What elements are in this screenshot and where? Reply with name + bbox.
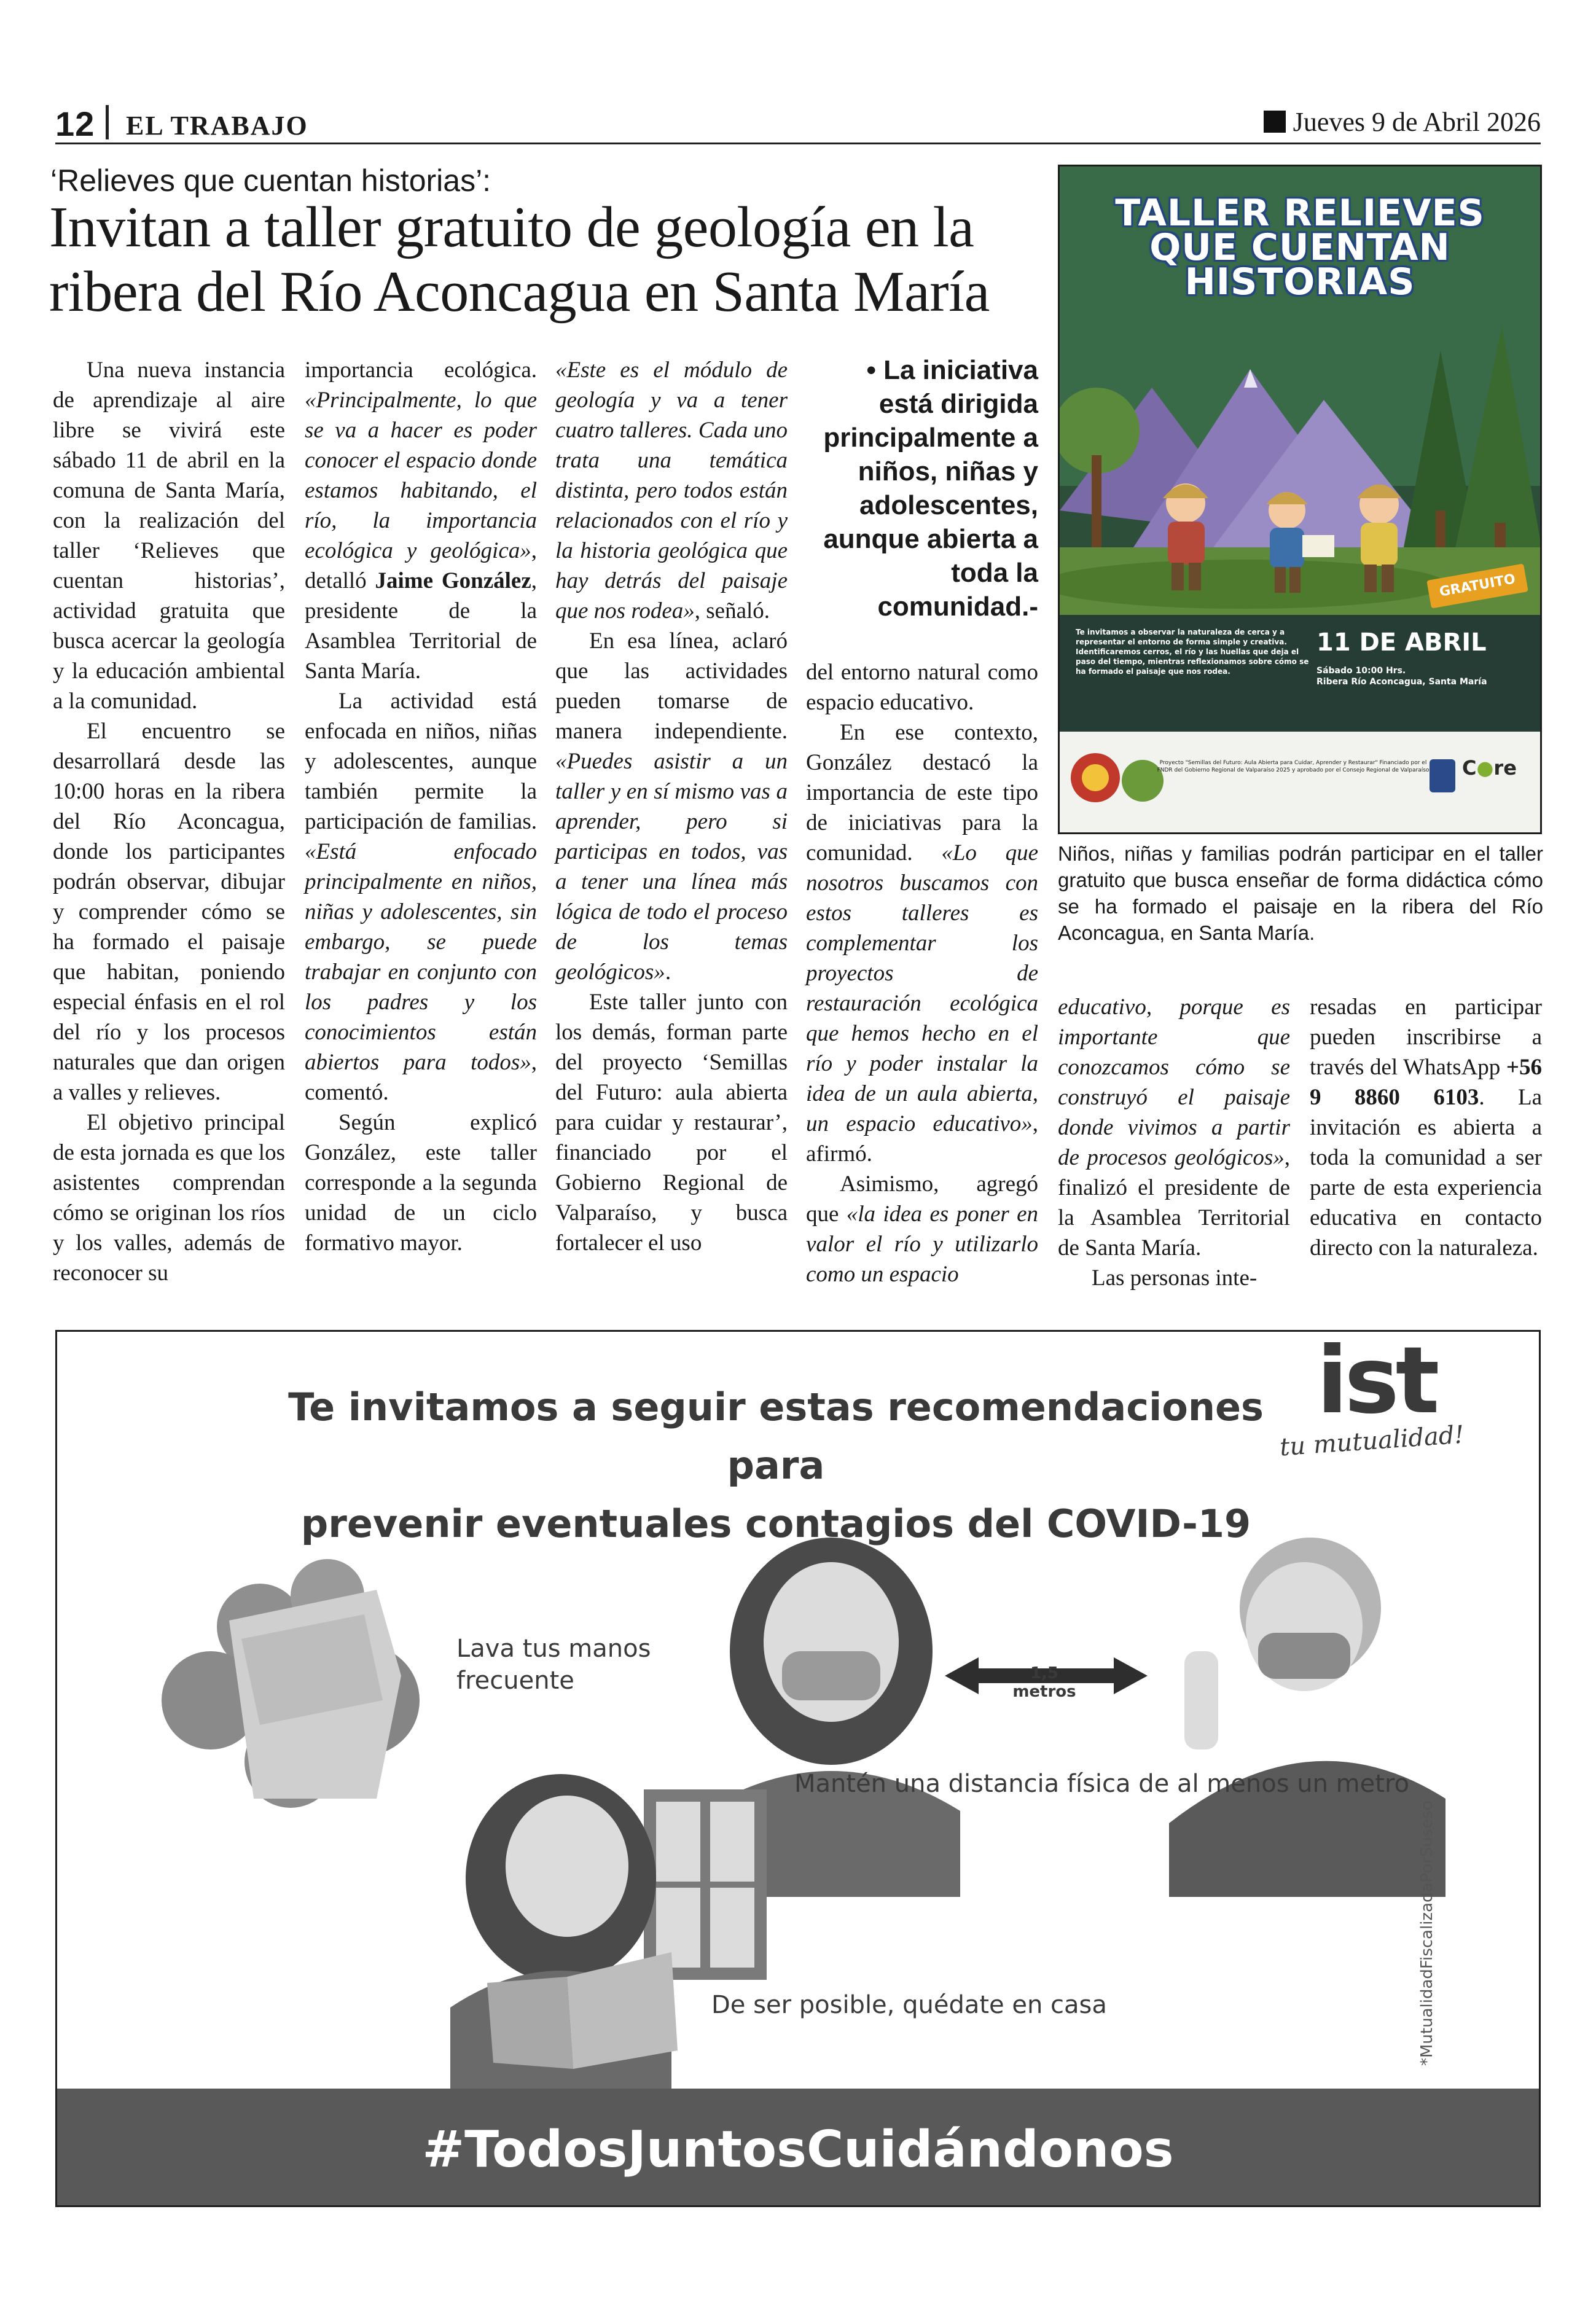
tip-keep-distance: Mantén una distancia física de al menos un metro bbox=[794, 1770, 1409, 1798]
regulator-note: *MutualidadFiscalizadaPorSuseso bbox=[1418, 1800, 1436, 2066]
covid-advertisement bbox=[55, 1330, 1541, 2207]
paragraph: del entorno natural como espacio educativo. bbox=[806, 660, 1038, 715]
text-run: , detalló bbox=[305, 538, 537, 593]
text-run: resadas en participar pueden inscribirse a través del WhatsApp bbox=[1310, 995, 1542, 1080]
text-run: En esa línea, aclaró que las actividades pueden tomarse de manera independiente. bbox=[555, 628, 788, 744]
hand-washing-icon bbox=[162, 1559, 420, 1808]
text-run: La actividad está enfocada en niños, niñas y adolescentes, aunque también permite la participación de familias. bbox=[305, 689, 537, 834]
hashtag-bar bbox=[57, 2089, 1539, 2205]
text-run: . bbox=[665, 960, 671, 985]
paragraph bbox=[555, 355, 788, 626]
tip-stay-home: De ser posible, quédate en casa bbox=[711, 1991, 1107, 2019]
issue-date-text: Jueves 9 de Abril 2026 bbox=[1293, 107, 1541, 137]
page-number: 12 bbox=[55, 104, 95, 143]
paragraph bbox=[1058, 992, 1290, 1263]
ad-title-line: prevenir eventuales contagios del COVID-19 bbox=[300, 1501, 1251, 1546]
article-column-6 bbox=[1310, 992, 1542, 1263]
poster-date: 11 DE ABRIL bbox=[1316, 628, 1487, 657]
poster-time-place bbox=[1316, 665, 1525, 687]
pull-quote: • La iniciativa está dirigida principalmente a niños, niñas y adolescentes, aunque abierta a toda la comunidad.- bbox=[823, 355, 1038, 622]
paragraph: Una nueva instancia de aprendizaje al aire libre se vivirá este sábado 11 de abril en la comuna de Santa María, con la realización del taller ‘Relieves que cuentan historias’, actividad gratuita que busca acercar la geología y la educación ambiental a la comunidad. bbox=[53, 358, 285, 714]
core-logo-c: C bbox=[1462, 756, 1477, 780]
article-kicker: ‘Relieves que cuentan historias’: bbox=[50, 163, 491, 198]
paragraph: El objetivo principal de esta jornada es que los asistentes comprendan cómo se originan los ríos y los valles, además de reconocer su bbox=[53, 1110, 285, 1286]
core-logo-leaf-icon: ● bbox=[1476, 756, 1494, 780]
woman-reading-icon bbox=[450, 1774, 678, 2093]
person-name: Jaime González bbox=[375, 568, 531, 593]
article-column-4 bbox=[806, 657, 1038, 1289]
ist-tagline: tu mutualidad! bbox=[1278, 1420, 1465, 1462]
poster-title-line: QUE CUENTAN bbox=[1149, 226, 1450, 269]
text-run: , presidente de la Asamblea Territorial de Santa María. bbox=[305, 568, 537, 684]
quote: educativo, porque es importante que conozcamos cómo se construyó el paisaje donde vivimos a partir de procesos geológicos» bbox=[1058, 995, 1290, 1170]
quote: «la idea es poner en valor el río y utilizarlo como un espacio bbox=[806, 1202, 1039, 1287]
text-run: importancia ecológica. bbox=[305, 358, 537, 383]
poster-funding-note: Proyecto "Semillas del Futuro: Aula Abierta para Cuidar, Aprender y Restaurar" Financiado por el FNDR del Gobierno Regional de Valparaíso 2025 y aprobado por el Consejo Regional de Valparaíso bbox=[1157, 760, 1430, 773]
poster-time: Sábado 10:00 Hrs. bbox=[1316, 666, 1406, 676]
paragraph bbox=[806, 1169, 1038, 1289]
article-headline: Invitan a taller gratuito de geología en la ribera del Río Aconcagua en Santa María bbox=[49, 195, 990, 324]
quote: «Está enfocado principalmente en niños, niñas y adolescentes, sin embargo, se puede trabajar en conjunto con los padres y los conocimientos están abiertos para todos» bbox=[305, 839, 537, 1075]
article-column-5 bbox=[1058, 992, 1290, 1293]
paragraph bbox=[1310, 992, 1542, 1263]
text-run: En ese contexto, González destacó la importancia de este tipo de iniciativas para la comunidad. bbox=[806, 720, 1038, 866]
issue-date bbox=[1264, 106, 1541, 138]
paragraph bbox=[305, 686, 537, 1108]
ist-logo: ist bbox=[1316, 1330, 1436, 1434]
article-column-3 bbox=[555, 355, 788, 1258]
core-logo bbox=[1462, 756, 1517, 780]
paragraph bbox=[305, 355, 537, 686]
poster-description: Te invitamos a observar la naturaleza de cerca y a representar el entorno de forma simple y creativa. Identificaremos cerros, el río y las huellas que deja el paso del tiempo, mientras reflexionamos sobre cómo se ha formado el paisaje que nos rodea. bbox=[1076, 628, 1309, 676]
text-run: , señaló. bbox=[694, 598, 770, 624]
quote: «Este es el módulo de geología y va a tener cuatro talleres. Cada uno trata una temática distinta, pero todos están relacionados con el río y la historia geológica que hay detrás del paisaje que nos rodea» bbox=[555, 358, 788, 624]
masked-man-icon bbox=[1169, 1538, 1445, 1897]
poster-place: Ribera Río Aconcagua, Santa María bbox=[1316, 677, 1487, 687]
poster-title-line: HISTORIAS bbox=[1184, 260, 1415, 303]
paragraph bbox=[555, 626, 788, 987]
tip-wash-hands bbox=[456, 1633, 651, 1697]
article-column-2 bbox=[305, 355, 537, 1258]
text-run: , afirmó. bbox=[806, 1111, 1038, 1167]
quote: «Puedes asistir a un taller y en sí mismo vas a aprender, pero si participas en todos, vas a tener una línea más lógica de todo el proceso de los temas geológicos» bbox=[555, 749, 788, 985]
tip-line: Lava tus manos bbox=[456, 1635, 651, 1663]
page-header bbox=[55, 101, 1541, 144]
ad-title-line: Te invitamos a seguir estas recomendaciones para bbox=[288, 1385, 1264, 1488]
campaign-hashtag: #TodosJuntosCuidándonos bbox=[422, 2121, 1174, 2179]
whatsapp-number: +56 9 8860 6103 bbox=[1310, 1055, 1542, 1110]
core-logo-re: re bbox=[1493, 756, 1517, 780]
paragraph: Las personas inte- bbox=[1092, 1265, 1258, 1291]
page-number-divider bbox=[106, 105, 109, 139]
poster-title-line: TALLER RELIEVES bbox=[1115, 192, 1485, 235]
poster-title bbox=[1060, 192, 1540, 303]
quote: «Lo que nosotros buscamos con estos talleres es complementar los proyectos de restauración ecológica que hemos hecho en el río y poder instalar la idea de un aula abierta, un espacio educativo» bbox=[806, 840, 1038, 1136]
text-run: , finalizó el presidente de la Asamblea Territorial de Santa María. bbox=[1058, 1145, 1290, 1261]
paragraph: Según explicó González, este taller corresponde a la segunda unidad de un ciclo formativo mayor. bbox=[305, 1110, 537, 1256]
ad-title bbox=[241, 1378, 1310, 1553]
text-run: Asimismo, agregó que bbox=[806, 1171, 1038, 1227]
text-run: . La invitación es abierta a toda la comunidad a ser parte de esta experiencia educativa en contacto directo con la naturaleza. bbox=[1310, 1085, 1542, 1261]
paragraph bbox=[806, 717, 1038, 1169]
distance-label: 1,5 metros bbox=[1012, 1664, 1076, 1701]
quote: «Principalmente, lo que se va a hacer es poder conocer el espacio donde estamos habitando, el río, la importancia ecológica y geológica» bbox=[305, 388, 537, 563]
paragraph: El encuentro se desarrollará desde las 10:00 horas en la ribera del Río Aconcagua, donde los participantes podrán observar, dibujar y comprender cómo se ha formado el paisaje que habitan, poniendo especial énfasis en el rol del río y los procesos naturales que dan origen a valles y relieves. bbox=[53, 719, 285, 1105]
free-badge: GRATUITO bbox=[1426, 563, 1528, 608]
date-square-icon bbox=[1264, 111, 1286, 133]
newspaper-name: EL TRABAJO bbox=[126, 111, 308, 141]
paragraph: Este taller junto con los demás, forman parte del proyecto ‘Semillas del Futuro: aula abierta para cuidar y restaurar’, financiado por el Gobierno Regional de Valparaíso, y busca fortalecer el uso bbox=[555, 990, 788, 1256]
text-run: , comentó. bbox=[305, 1050, 537, 1105]
article-column-1 bbox=[53, 355, 285, 1288]
photo-caption: Niños, niñas y familias podrán participar en el taller gratuito que busca enseñar de forma didáctica cómo se ha formado el paisaje en la ribera del Río Aconcagua, en Santa María. bbox=[1058, 842, 1543, 944]
window-icon bbox=[644, 1789, 767, 1980]
tip-line: frecuente bbox=[456, 1667, 574, 1695]
workshop-poster bbox=[1058, 165, 1542, 834]
